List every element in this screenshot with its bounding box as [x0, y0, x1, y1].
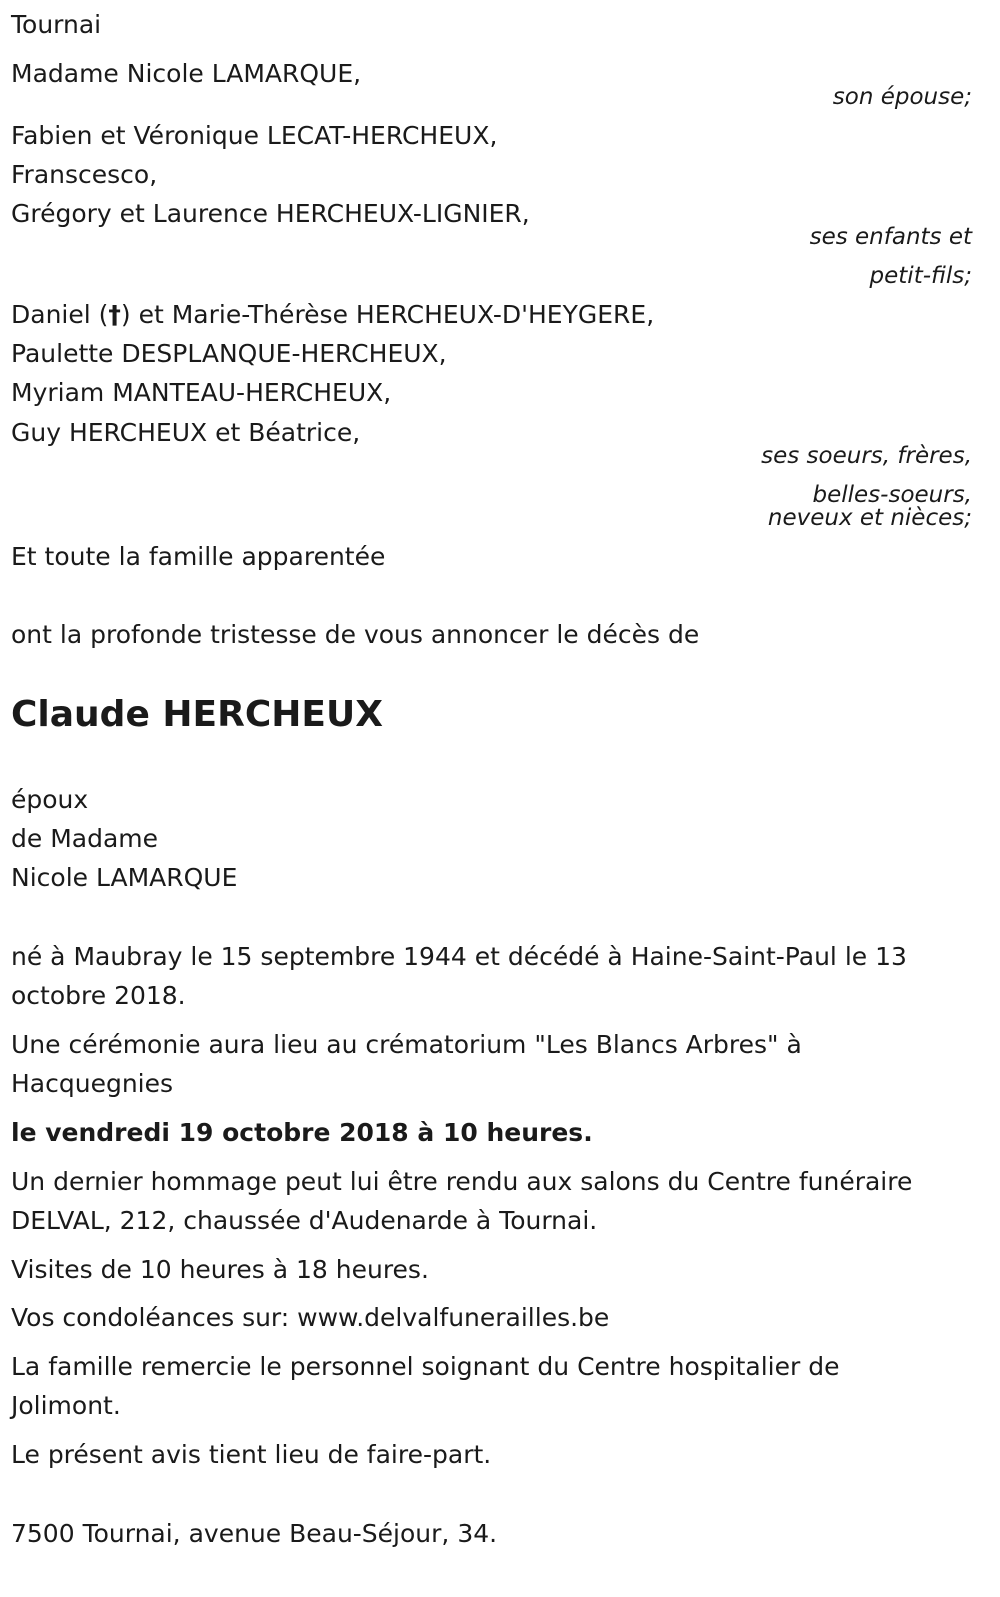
child-line: Franscesco,	[11, 160, 158, 189]
homage-line: Un dernier hommage peut lui être rendu aux salons du Centre funéraire	[11, 1167, 913, 1196]
condolences: Vos condoléances sur: www.delvalfunerailles.be	[11, 1303, 610, 1332]
birth-death-line: octobre 2018.	[11, 981, 186, 1010]
thanks-line: La famille remercie le personnel soignant du Centre hospitalier de	[11, 1352, 840, 1381]
spouse-of-line: époux	[11, 785, 89, 814]
spouse-of-line: Nicole LAMARQUE	[11, 863, 238, 892]
city: Tournai	[11, 10, 102, 39]
sibling-text: Daniel (	[11, 300, 109, 329]
siblings-relation: belles-soeurs,	[812, 482, 972, 508]
sibling-text: ) et Marie-Thérèse HERCHEUX-D'HEYGERE,	[120, 300, 655, 329]
siblings-relation: ses soeurs, frères,	[761, 443, 972, 469]
family-line: Et toute la famille apparentée	[11, 542, 386, 571]
cross-icon: †	[108, 300, 121, 329]
sibling-line	[11, 295, 654, 334]
birth-death-line: né à Maubray le 15 septembre 1944 et décédé à Haine-Saint-Paul le 13	[11, 942, 907, 971]
children-relation: petit-fils;	[869, 263, 972, 289]
spouse-relation: son épouse;	[832, 84, 972, 110]
spouse-of-line: de Madame	[11, 824, 159, 853]
announcement: ont la profonde tristesse de vous annoncer le décès de	[11, 620, 700, 649]
children-relation: ses enfants et	[809, 224, 972, 250]
child-line: Grégory et Laurence HERCHEUX-LIGNIER,	[11, 199, 530, 228]
spouse-name: Madame Nicole LAMARQUE,	[11, 59, 362, 88]
homage-line: DELVAL, 212, chaussée d'Audenarde à Tournai.	[11, 1206, 598, 1235]
ceremony-line: Hacquegnies	[11, 1069, 174, 1098]
notice: Le présent avis tient lieu de faire-part.	[11, 1440, 492, 1469]
sibling-line: Myriam MANTEAU-HERCHEUX,	[11, 378, 392, 407]
child-line: Fabien et Véronique LECAT-HERCHEUX,	[11, 121, 498, 150]
deceased-name: Claude HERCHEUX	[11, 694, 383, 735]
visits: Visites de 10 heures à 18 heures.	[11, 1255, 429, 1284]
ceremony-line: Une cérémonie aura lieu au crématorium "Les Blancs Arbres" à	[11, 1030, 802, 1059]
siblings-relation: neveux et nièces;	[767, 505, 972, 531]
thanks-line: Jolimont.	[11, 1391, 121, 1420]
ceremony-date: le vendredi 19 octobre 2018 à 10 heures.	[11, 1118, 593, 1147]
address: 7500 Tournai, avenue Beau-Séjour, 34.	[11, 1519, 498, 1548]
sibling-line: Paulette DESPLANQUE-HERCHEUX,	[11, 339, 447, 368]
sibling-line: Guy HERCHEUX et Béatrice,	[11, 418, 361, 447]
